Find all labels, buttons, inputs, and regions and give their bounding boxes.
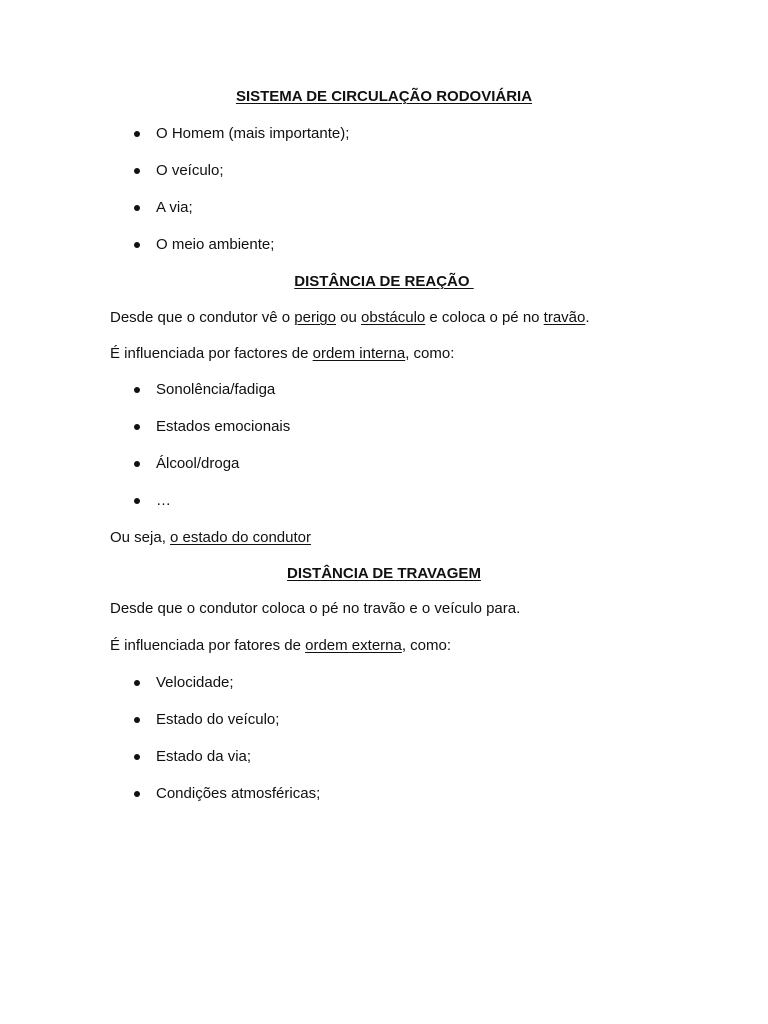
text-run: ou	[336, 309, 362, 326]
bullet-icon	[134, 131, 140, 137]
list-item	[110, 124, 350, 144]
text-run: É influenciada por factores de	[110, 345, 313, 362]
underlined-term-ordem-interna: ordem interna	[312, 345, 406, 362]
bullet-icon	[134, 205, 140, 211]
list-item	[110, 454, 240, 474]
paragraph-reacao-summary	[110, 528, 311, 548]
list-item	[110, 235, 275, 255]
bullet-icon	[134, 791, 140, 797]
bullet-icon	[134, 498, 140, 504]
list-item	[110, 491, 171, 511]
text-run: .	[585, 309, 590, 326]
list-item-text: Velocidade;	[156, 674, 234, 691]
list-item	[110, 198, 193, 218]
section-heading-sistema: SISTEMA DE CIRCULAÇÃO RODOVIÁRIA	[235, 88, 533, 105]
paragraph-reacao-factors	[110, 344, 454, 364]
list-item	[110, 747, 252, 767]
bullet-icon	[134, 242, 140, 248]
section-heading-reacao: DISTÂNCIA DE REAÇÃO	[294, 273, 474, 290]
text-run: Desde que o condutor vê o	[110, 309, 295, 326]
list-item	[110, 161, 224, 181]
bullet-icon	[134, 754, 140, 760]
list-item-text: O veículo;	[156, 162, 224, 179]
list-item-text: Condições atmosféricas;	[156, 785, 321, 802]
list-item-text: …	[156, 492, 171, 509]
list-item-text: O Homem (mais importante);	[156, 125, 350, 142]
text-run: e coloca o pé no	[425, 309, 544, 326]
list-item-text: O meio ambiente;	[156, 236, 275, 253]
bullet-icon	[134, 717, 140, 723]
list-item-text: Estado do veículo;	[156, 711, 280, 728]
text-run: Ou seja,	[110, 529, 171, 546]
bullet-icon	[134, 168, 140, 174]
underlined-term-perigo: perigo	[294, 309, 336, 326]
paragraph-travagem-definition: Desde que o condutor coloca o pé no travão e o veículo para.	[110, 600, 521, 617]
list-item	[110, 380, 276, 400]
list-item	[110, 784, 321, 804]
list-item-text: Sonolência/fadiga	[156, 381, 276, 398]
list-item-text: Estado da via;	[156, 748, 252, 765]
paragraph-travagem-factors	[110, 636, 451, 656]
bullet-icon	[134, 424, 140, 430]
list-item-text: Estados emocionais	[156, 418, 291, 435]
underlined-term-ordem-externa: ordem externa	[305, 637, 402, 654]
paragraph-reacao-definition	[110, 308, 590, 328]
list-item	[110, 710, 280, 730]
text-run: , como:	[405, 345, 455, 362]
underlined-term-obstaculo: obstáculo	[361, 309, 426, 326]
list-item-text: Álcool/droga	[156, 455, 240, 472]
bullet-icon	[134, 461, 140, 467]
list-item-text: A via;	[156, 199, 193, 216]
underlined-term-travao: travão	[543, 309, 586, 326]
bullet-icon	[134, 680, 140, 686]
text-run: É influenciada por fatores de	[110, 637, 306, 654]
text-run: , como:	[401, 637, 452, 654]
bullet-icon	[134, 387, 140, 393]
list-item	[110, 673, 234, 693]
underlined-term-estado-condutor: o estado do condutor	[170, 529, 311, 546]
list-item	[110, 417, 291, 437]
section-heading-travagem: DISTÂNCIA DE TRAVAGEM	[287, 565, 481, 582]
